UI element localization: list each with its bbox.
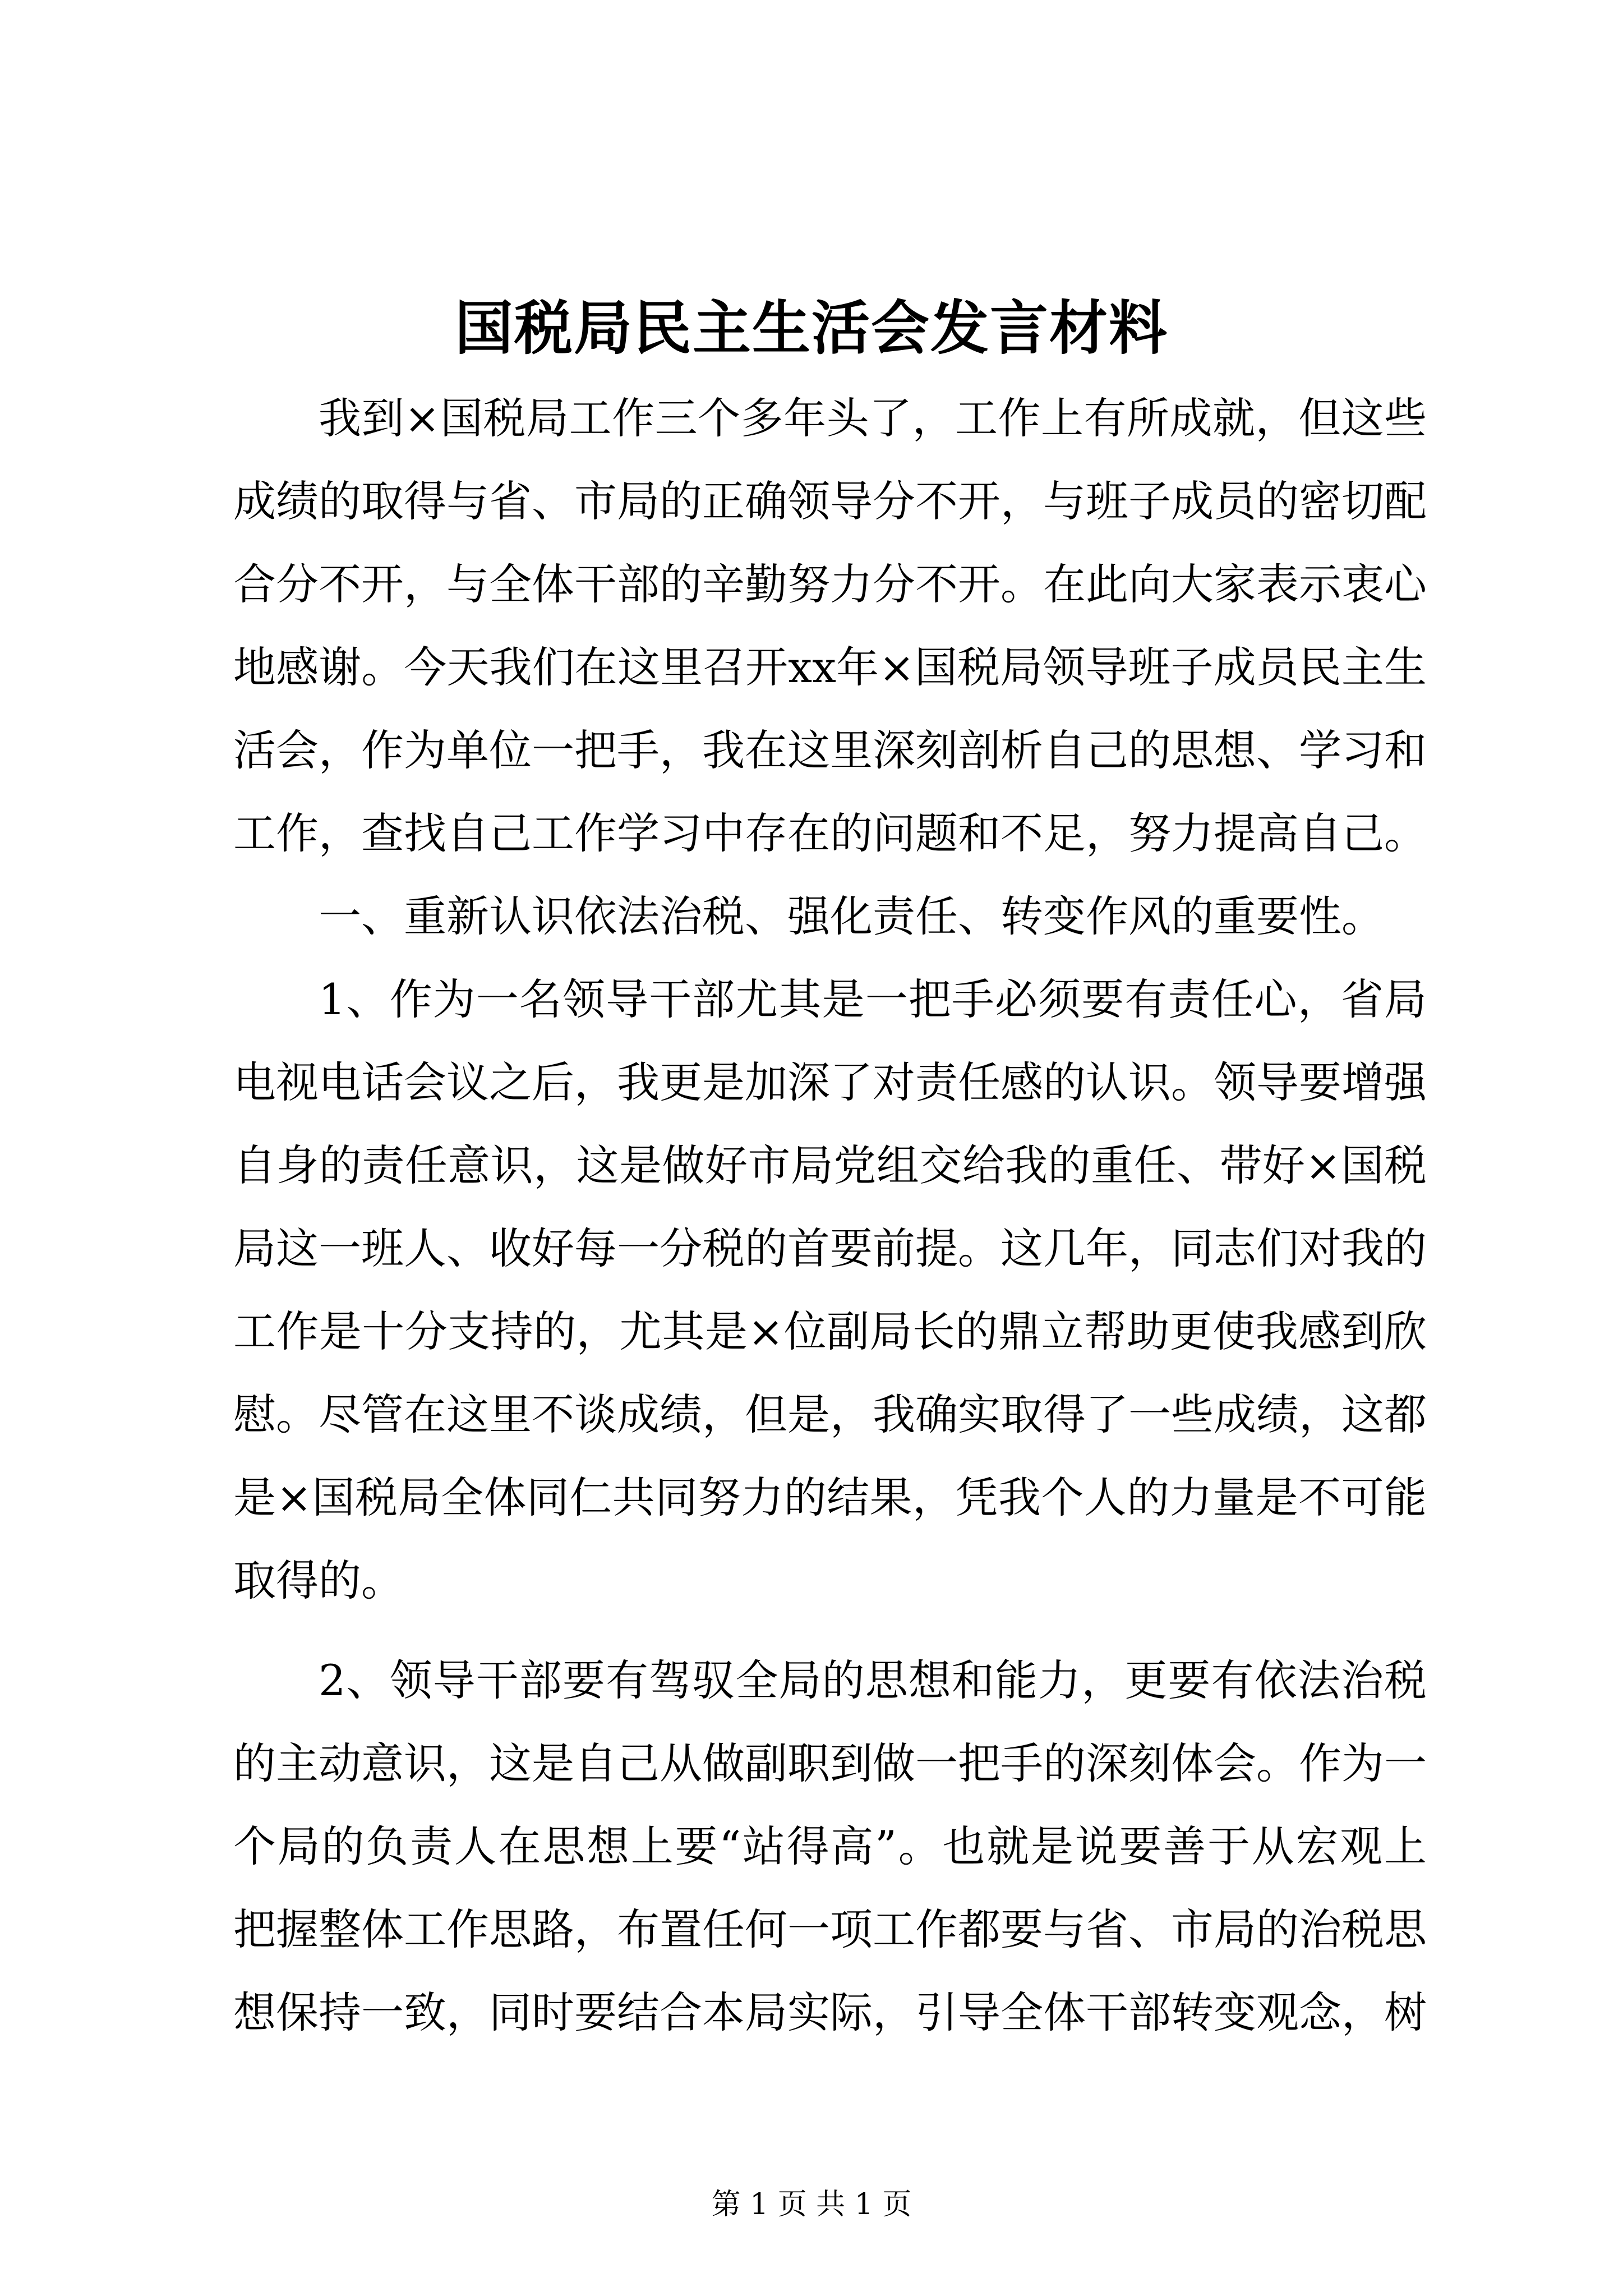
document-body [233, 377, 1427, 2054]
page-title: 国税局民主生活会发言材料 [454, 293, 1168, 362]
page-number-footer: 第 1 页 共 1 页 [711, 2188, 912, 2221]
section-heading-1: 一、重新认识依法治税、强化责任、转变作风的重要性。 [319, 891, 1384, 941]
paragraph-intro: 我到×国税局工作三个多年头了，工作上有所成就，但这些成绩的取得与省、市局的正确领导分不开，与班子成员的密切配合分不开，与全体干部的辛勤努力分不开。在此向大家表示衷心地感谢。今天我们在这里召开xx年×国税局领导班子成员民主生活会，作为单位一把手，我在这里深刻剖析自己的思想、学习和工作，查找自己工作学习中存在的问题和不足，努力提高自己。 [233, 393, 1427, 858]
paragraph-point-2: 2、领导干部要有驾驭全局的思想和能力，更要有依法治税的主动意识，这是自己从做副职到做一把手的深刻体会。作为一个局的负责人在思想上要“站得高”。也就是说要善于从宏观上把握整体工作思路，布置任何一项工作都要与省、市局的治税思想保持一致，同时要结合本局实际，引导全体干部转变观念，树 [233, 1655, 1427, 2037]
paragraph-point-1: 1、作为一名领导干部尤其是一把手必须要有责任心，省局电视电话会议之后，我更是加深了对责任感的认识。领导要增强自身的责任意识，这是做好市局党组交给我的重任、带好×国税局这一班人、收好每一分税的首要前提。这几年，同志们对我的工作是十分支持的，尤其是×位副局长的鼎立帮助更使我感到欣慰。尽管在这里不谈成绩，但是，我确实取得了一些成绩，这都是×国税局全体同仁共同努力的结果，凭我个人的力量是不可能取得的。 [233, 974, 1427, 1605]
